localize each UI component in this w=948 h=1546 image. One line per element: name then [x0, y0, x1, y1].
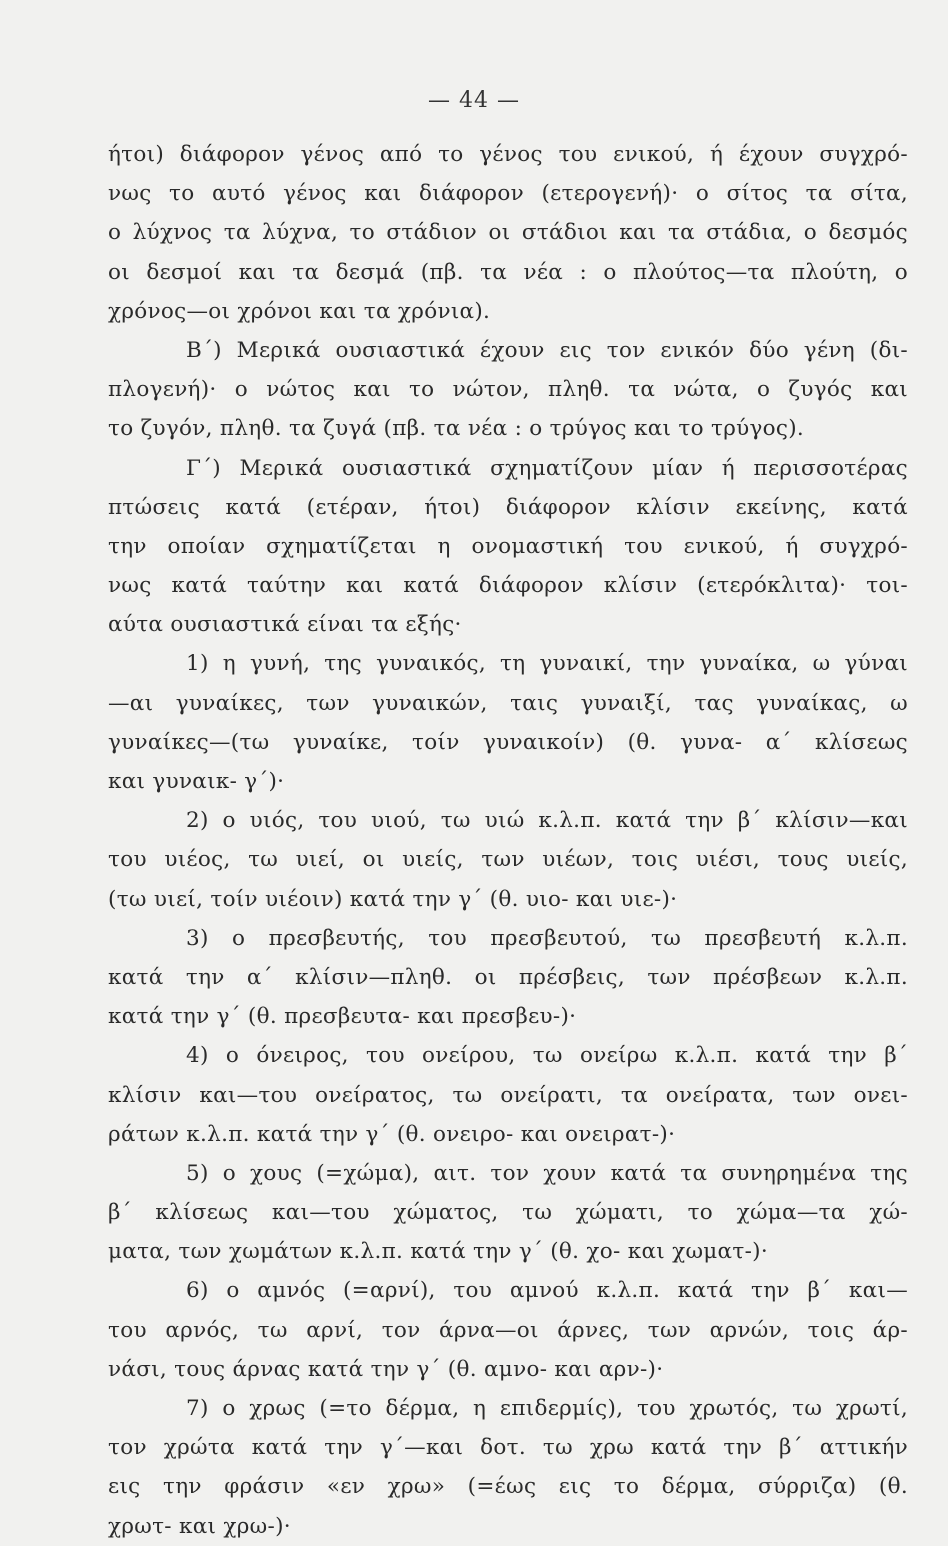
text-line: 3) ο πρεσβευτής, του πρεσβευτού, τω πρεσβευτή κ.λ.π. [186, 925, 908, 951]
text-line: γυναίκες—(τω γυναίκε, τοίν γυναικοίν) (θ. γυνα- α΄ κλίσεως [108, 729, 908, 755]
text-line: νως κατά ταύτην και κατά διάφορον κλίσιν (ετερόκλιτα)· τοι- [108, 573, 908, 599]
text-line: ράτων κ.λ.π. κατά την γ΄ (θ. ονειρο- και ονειρατ-)· [108, 1121, 676, 1147]
text-line: 7) ο χρως (=το δέρμα, η επιδερμίς), του χρωτός, τω χρωτί, [186, 1396, 908, 1421]
text-line: 5) ο χους (=χώμα), αιτ. τον χουν κατά τα συνηρημένα της [186, 1160, 908, 1186]
text-line: νως το αυτό γένος και διάφορον (ετερογενή)· ο σίτος τα σίτα, [108, 181, 908, 207]
text-line: Γ΄) Μερικά ουσιαστικά σχηματίζουν μίαν ή περισσοτέρας [186, 455, 908, 481]
text-line: χρωτ- και χρω-)· [108, 1513, 291, 1539]
text-line: αύτα ουσιαστικά είναι τα εξής· [108, 612, 462, 638]
text-line: Β΄) Μερικά ουσιαστικά έχουν εις τον ενικόν δύο γένη (δι- [186, 337, 908, 363]
text-line: οι δεσμοί και τα δεσμά (πβ. τα νέα : ο πλούτος—τα πλούτη, ο [108, 259, 908, 285]
text-line: 1) η γυνή, της γυναικός, τη γυναικί, την γυναίκα, ω γύναι [186, 651, 908, 677]
text-line: (τω υιεί, τοίν υιέοιν) κατά την γ΄ (θ. υιο- και υιε-)· [108, 886, 678, 912]
text-line: την οποίαν σχηματίζεται η ονομαστική του ενικού, ή συγχρό- [108, 533, 908, 559]
text-line: ήτοι) διάφορον γένος από το γένος του ενικού, ή έχουν συγχρό- [108, 142, 908, 167]
text-line: πλογενή)· ο νώτος και το νώτον, πληθ. τα νώτα, ο ζυγός και [108, 377, 908, 403]
page-number: — 44 — [428, 88, 520, 113]
text-line: εις την φράσιν «εν χρω» (=έως εις το δέρμα, σύρριζα) (θ. [108, 1474, 908, 1500]
text-line: του αρνός, τω αρνί, τον άρνα—οι άρνες, των αρνών, τοις άρ- [108, 1317, 908, 1343]
text-line: και γυναικ- γ΄)· [108, 769, 285, 794]
text-line: β΄ κλίσεως και—του χώματος, τω χώματι, το χώμα—τα χώ- [108, 1200, 908, 1226]
text-line: κατά την α΄ κλίσιν—πληθ. οι πρέσβεις, των πρέσβεων κ.λ.π. [108, 964, 908, 990]
page-text [108, 135, 908, 1546]
text-line: τον χρώτα κατά την γ΄—και δοτ. τω χρω κατά την β΄ αττικήν [108, 1435, 908, 1461]
text-line: 4) ο όνειρος, του ονείρου, τω ονείρω κ.λ.π. κατά την β΄ [186, 1043, 908, 1069]
text-line: ματα, των χωμάτων κ.λ.π. κατά την γ΄ (θ. χο- και χωματ-)· [108, 1239, 768, 1265]
text-line: πτώσεις κατά (ετέραν, ήτοι) διάφορον κλίσιν εκείνης, κατά [108, 494, 908, 520]
text-line: το ζυγόν, πληθ. τα ζυγά (πβ. τα νέα : ο τρύγος και το τρύγος). [108, 416, 805, 442]
text-line: κλίσιν και—του ονείρατος, τω ονείρατι, τα ονείρατα, των ονει- [108, 1082, 908, 1108]
text-line: ο λύχνος τα λύχνα, το στάδιον οι στάδιοι και τα στάδια, ο δεσμός [108, 220, 908, 246]
text-line: 2) ο υιός, του υιού, τω υιώ κ.λ.π. κατά την β΄ κλίσιν—και [186, 808, 908, 834]
text-line: νάσι, τους άρνας κατά την γ΄ (θ. αμνο- και αρν-)· [108, 1356, 664, 1382]
text-line: κατά την γ΄ (θ. πρεσβευτα- και πρεσβευ-)· [108, 1004, 577, 1030]
text-line: 6) ο αμνός (=αρνί), του αμνού κ.λ.π. κατά την β΄ και— [186, 1278, 908, 1304]
text-line: χρόνος—οι χρόνοι και τα χρόνια). [108, 298, 491, 324]
text-line: —αι γυναίκες, των γυναικών, ταις γυναιξί, τας γυναίκας, ω [108, 690, 908, 716]
text-line: του υιέος, τω υιεί, οι υιείς, των υιέων, τοις υιέσι, τους υιείς, [108, 847, 908, 873]
